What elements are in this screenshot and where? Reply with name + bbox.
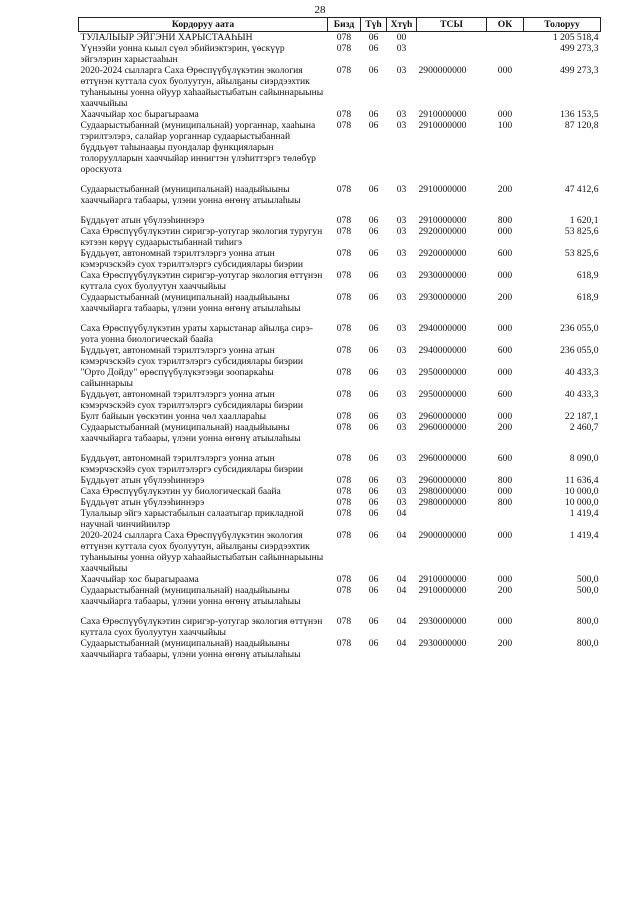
row-bizd: 078 [336,292,352,303]
row-spacer [79,607,601,616]
table-row [79,530,601,574]
row-tsy: 2910000000 [418,109,467,120]
row-tsy: 2920000000 [418,226,467,237]
row-amount: 500,0 [576,585,599,596]
row-tsy: 2960000000 [418,422,467,433]
row-amount: 618,9 [576,292,599,303]
row-bizd: 078 [336,345,352,356]
row-spacer-cell [79,444,601,453]
row-ok: 000 [497,109,513,120]
table-row [79,616,601,638]
table-row [79,43,601,65]
row-ok: 800 [497,497,513,508]
table-row [79,422,601,444]
row-name: Саха Өрөспүүбүлүкэтин ураты харыстанар айылҕа сирэ-уота уонна биологическай баайа [80,323,313,345]
table-row [79,475,601,486]
row-xtyh: 03 [396,65,407,76]
row-tsy: 2930000000 [418,292,467,303]
table-row [79,323,601,345]
row-xtyh: 03 [396,422,407,433]
row-xtyh: 04 [396,574,407,585]
row-tsy: 2910000000 [418,184,467,195]
header-xtyh: Хтүһ [387,18,417,32]
row-spacer-cell [79,175,601,184]
row-tyh: 06 [368,453,379,464]
row-tyh: 06 [368,270,379,281]
row-amount: 40 433,3 [564,367,599,378]
row-tsy [417,43,487,65]
row-ok: 000 [497,616,513,627]
row-bizd: 078 [336,411,352,422]
row-bizd: 078 [336,367,352,378]
header-amount: Толоруу [524,18,601,32]
row-name: "Орто Дойду" өрөспүүбүлүкэтээҕи зоопаркаһы сайыннарыы [80,367,274,389]
row-spacer-cell [79,206,601,215]
row-amount: 22 187,1 [564,411,599,422]
row-ok: 200 [497,422,513,433]
table-row [79,270,601,292]
row-name: Булт байыын үөскэтин уонна чөл хааллараһы [80,411,267,422]
table-row [79,226,601,248]
row-tsy: 2960000000 [418,475,467,486]
row-tyh: 06 [368,323,379,334]
row-name: Саха Өрөспүүбүлүкэтин сиригэр-уотугар экология өттүнэн куттала суох буолуутун хааччыйыы [80,616,323,638]
row-tyh: 06 [368,389,379,400]
row-xtyh: 03 [396,389,407,400]
row-bizd: 078 [336,453,352,464]
row-xtyh: 03 [396,292,407,303]
row-amount: 87 120,8 [564,120,599,131]
row-ok: 000 [497,411,513,422]
row-tyh: 06 [368,616,379,627]
table-header-row [79,18,601,32]
row-name: 2020-2024 сылларга Саха Өрөспүүбүлүкэтин экология өттүнэн куттала суох буолуутун, айылҕаны сиэрдээхтик туһаныыны уонна ойуур хаһаайыстыбатын сайыннарыыны хааччыйыы [80,65,324,109]
table-row [79,508,601,530]
row-ok [487,508,524,530]
row-amount: 11 636,4 [565,475,599,486]
row-tsy [417,32,487,44]
header-tyh: Түһ [361,18,387,32]
row-bizd: 078 [336,248,352,259]
table-row [79,497,601,508]
row-ok: 600 [497,453,513,464]
row-bizd: 078 [336,109,352,120]
row-tyh: 06 [368,367,379,378]
row-bizd: 078 [336,323,352,334]
row-bizd: 078 [336,389,352,400]
row-amount: 618,9 [576,270,599,281]
row-spacer [79,314,601,323]
row-name: ТУЛАЛЫЫР ЭЙГЭНИ ХАРЫСТААҺЫН [80,32,253,43]
row-bizd: 078 [336,270,352,281]
row-amount: 2 460,7 [569,422,599,433]
row-name: Судаарыстыбаннай (муниципальнай) наадыйыыны хааччыйарга табаары, үлэни уонна өҥөнү атыылаһыы [80,638,301,660]
row-xtyh: 03 [396,345,407,356]
row-name: 2020-2024 сылларга Саха Өрөспүүбүлүкэтин экология өттүнэн куттала суох буолуутун, айылҕаны сиэрдээхтик туһаныыны уонна ойуур хаһаайыстыбатын сайыннарыыны хааччыйыы [80,530,324,574]
row-ok: 200 [497,184,513,195]
row-ok: 000 [497,226,513,237]
row-spacer [79,175,601,184]
row-tsy: 2920000000 [418,248,467,259]
row-tsy: 2940000000 [418,345,467,356]
row-ok: 000 [497,65,513,76]
row-ok: 600 [497,248,513,259]
row-ok: 000 [497,530,513,541]
row-xtyh: 04 [396,616,407,627]
row-name: Хааччыйар хос бырагыраама [80,574,199,585]
table-row [79,65,601,109]
row-tyh: 06 [368,215,379,226]
row-name: Бүддьүөт, автономнай тэрилтэлэргэ уонна атын кэмэрчэскэйэ суох тэрилтэлэргэ субсидиялары биэрии [80,248,304,270]
row-bizd: 078 [336,43,352,54]
header-ok: ОК [487,18,524,32]
row-xtyh: 03 [396,270,407,281]
row-bizd: 078 [336,497,352,508]
row-name: Саха Өрөспүүбүлүкэтин сиригэр-уотугар экология туругун кэтээн көрүү судаарыстыбаннай тиһигэ [80,226,323,248]
row-ok: 800 [497,475,513,486]
table-row [79,345,601,367]
row-bizd: 078 [336,530,352,541]
table-row [79,585,601,607]
row-bizd: 078 [336,638,352,649]
row-tyh: 06 [368,638,379,649]
row-ok: 000 [497,367,513,378]
row-spacer-cell [79,607,601,616]
table-row [79,184,601,206]
row-bizd: 078 [336,585,352,596]
table-row [79,248,601,270]
table-row [79,109,601,120]
row-bizd: 078 [336,215,352,226]
row-spacer [79,444,601,453]
row-ok: 200 [497,292,513,303]
row-tsy: 2960000000 [418,453,467,464]
row-amount: 800,0 [576,616,599,627]
row-ok: 000 [497,270,513,281]
row-amount: 8 090,0 [569,453,599,464]
row-amount: 47 412,6 [564,184,599,195]
row-amount: 136 153,5 [560,109,599,120]
row-name: Судаарыстыбаннай (муниципальнай) наадыйыыны хааччыйарга табаары, үлэни уонна өҥөнү атыылаһыы [80,422,301,444]
row-amount: 236 055,0 [560,323,599,334]
row-tyh: 06 [368,530,379,541]
row-name: Бүддьүөт атын үбүлээһиннэрэ [80,497,205,508]
row-xtyh: 04 [396,585,407,596]
row-tyh: 06 [368,345,379,356]
row-name: Бүддьүөт, автономнай тэрилтэлэргэ уонна атын кэмэрчэскэйэ суох тэрилтэлэргэ субсидиялары биэрии [80,389,304,411]
row-name: Бүддьүөт атын үбүлээһиннэрэ [80,215,205,226]
row-bizd: 078 [336,184,352,195]
row-tyh: 06 [368,248,379,259]
row-amount: 53 825,6 [564,248,599,259]
row-amount: 236 055,0 [560,345,599,356]
row-tyh: 06 [368,585,379,596]
row-xtyh: 04 [396,638,407,649]
row-tsy: 2980000000 [418,497,467,508]
row-xtyh: 03 [396,226,407,237]
row-xtyh: 03 [396,215,407,226]
row-bizd: 078 [336,486,352,497]
row-tsy: 2950000000 [418,367,467,378]
table-row [79,389,601,411]
row-name: Саха Өрөспүүбүлүкэтин сиригэр-уотугар экология өттүнэн куттала суох буолуутун хааччыйыы [80,270,323,292]
row-bizd: 078 [336,120,352,131]
header-name: Кордоруу аата [79,18,328,32]
row-ok: 000 [497,323,513,334]
row-amount: 1 620,1 [569,215,599,226]
row-bizd: 078 [336,226,352,237]
row-tsy: 2960000000 [418,411,467,422]
row-ok [487,43,524,65]
row-bizd: 078 [336,422,352,433]
table-row [79,486,601,497]
row-ok: 800 [497,215,513,226]
row-tyh: 06 [368,292,379,303]
row-tyh: 06 [368,65,379,76]
table-row [79,32,601,44]
row-bizd: 078 [336,574,352,585]
row-xtyh: 04 [396,530,407,541]
row-amount: 499 273,3 [560,65,599,76]
row-amount: 1 419,4 [569,530,599,541]
row-name: Тулалыыр эйгэ харыстабылын салаатыгар прикладной научнай чинчийиилэр [80,508,304,530]
row-xtyh: 03 [396,497,407,508]
row-xtyh: 03 [396,109,407,120]
row-xtyh: 03 [396,120,407,131]
row-name: Судаарыстыбаннай (муниципальнай) наадыйыыны хааччыйарга табаары, үлэни уонна өҥөнү атыылаһыы [80,184,301,206]
row-tsy: 2930000000 [418,616,467,627]
row-amount: 1 419,4 [569,508,599,519]
row-name: Хааччыйар хос бырагыраама [80,109,199,120]
row-xtyh: 03 [396,367,407,378]
row-amount: 40 433,3 [564,389,599,400]
row-tyh: 06 [368,486,379,497]
row-amount: 10 000,0 [564,497,599,508]
row-tsy: 2980000000 [418,486,467,497]
row-tyh: 06 [368,120,379,131]
row-tyh: 06 [368,574,379,585]
row-xtyh: 03 [396,43,407,54]
row-name: Саха Өрөспүүбүлүкэтин уу биологическай баайа [80,486,281,497]
row-ok: 200 [497,638,513,649]
row-tsy: 2950000000 [418,389,467,400]
row-ok: 100 [497,120,513,131]
row-ok: 000 [497,486,513,497]
row-tsy: 2910000000 [418,585,467,596]
row-tsy: 2930000000 [418,270,467,281]
row-bizd: 078 [336,616,352,627]
row-xtyh: 03 [396,411,407,422]
table-body [79,32,601,661]
row-tyh: 06 [368,184,379,195]
table-row [79,215,601,226]
table-row [79,411,601,422]
row-name: Судаарыстыбаннай (муниципальнай) наадыйыыны хааччыйарга табаары, үлэни уонна өҥөнү атыылаһыы [80,585,301,607]
row-bizd: 078 [336,65,352,76]
row-tyh: 06 [368,226,379,237]
page-number: 28 [314,4,326,16]
row-tyh: 06 [368,43,379,54]
row-tsy: 2910000000 [418,574,467,585]
row-ok: 200 [497,585,513,596]
row-xtyh: 03 [396,323,407,334]
row-tyh: 06 [368,475,379,486]
row-tyh: 06 [368,32,379,43]
row-bizd: 078 [336,32,352,43]
row-tyh: 06 [368,411,379,422]
table-row [79,367,601,389]
row-bizd: 078 [336,475,352,486]
header-tsy: ТСЫ [417,18,487,32]
row-name: Бүддьүөт, автономнай тэрилтэлэргэ уонна атын кэмэрчэскэйэ суох тэрилтэлэргэ субсидиялары биэрии [80,345,304,367]
table-row [79,120,601,175]
row-name: Бүддьүөт атын үбүлээһиннэрэ [80,475,205,486]
row-name: Судаарыстыбаннай (муниципальнай) наадыйыыны хааччыйарга табаары, үлэни уонна өҥөнү атыылаһыы [80,292,301,314]
row-name: Үүнээйи уонна кыыл сүөл эбийиэктэрин, үөскүүр эйгэлэрин харыстааһын [80,43,285,65]
row-amount: 1 205 518,4 [552,32,599,43]
row-tsy: 2910000000 [418,215,467,226]
row-tyh: 06 [368,422,379,433]
row-name: Бүддьүөт, автономнай тэрилтэлэргэ уонна атын кэмэрчэскэйэ суох тэрилтэлэргэ субсидиялары биэрии [80,453,304,475]
row-ok: 000 [497,574,513,585]
row-tyh: 06 [368,497,379,508]
row-ok: 600 [497,345,513,356]
row-tsy [417,508,487,530]
row-tsy: 2940000000 [418,323,467,334]
row-bizd: 078 [336,508,352,519]
row-spacer-cell [79,314,601,323]
row-tsy: 2900000000 [418,65,467,76]
row-name: Судаарыстыбаннай (муниципальнай) уорганнар, хааһына тэрилтэлэрэ, салайар уорганнар судаарыстыбаннай бүддьүөт таһынааҕы пуондалар функцияларын толоруулларын хааччыйар иннигтэн үлэһиттэргэ төлөбүр ороскуота [80,120,316,175]
row-xtyh: 03 [396,184,407,195]
row-tsy: 2930000000 [418,638,467,649]
row-amount: 500,0 [576,574,599,585]
row-xtyh: 03 [396,248,407,259]
row-tyh: 06 [368,109,379,120]
row-amount: 800,0 [576,638,599,649]
row-xtyh: 03 [396,453,407,464]
row-tsy: 2900000000 [418,530,467,541]
row-tsy: 2910000000 [418,120,467,131]
row-amount: 499 273,3 [560,43,599,54]
table-row [79,574,601,585]
budget-table [78,17,601,660]
row-ok: 600 [497,389,513,400]
row-amount: 10 000,0 [564,486,599,497]
header-bizd: Бизд [328,18,361,32]
row-xtyh: 03 [396,486,407,497]
row-xtyh: 03 [396,475,407,486]
row-ok [487,32,524,44]
table-row [79,292,601,314]
row-spacer [79,206,601,215]
row-tyh: 06 [368,508,379,519]
row-xtyh: 04 [396,508,407,519]
table-row [79,453,601,475]
table-row [79,638,601,660]
row-amount: 53 825,6 [564,226,599,237]
row-xtyh: 00 [396,32,407,43]
